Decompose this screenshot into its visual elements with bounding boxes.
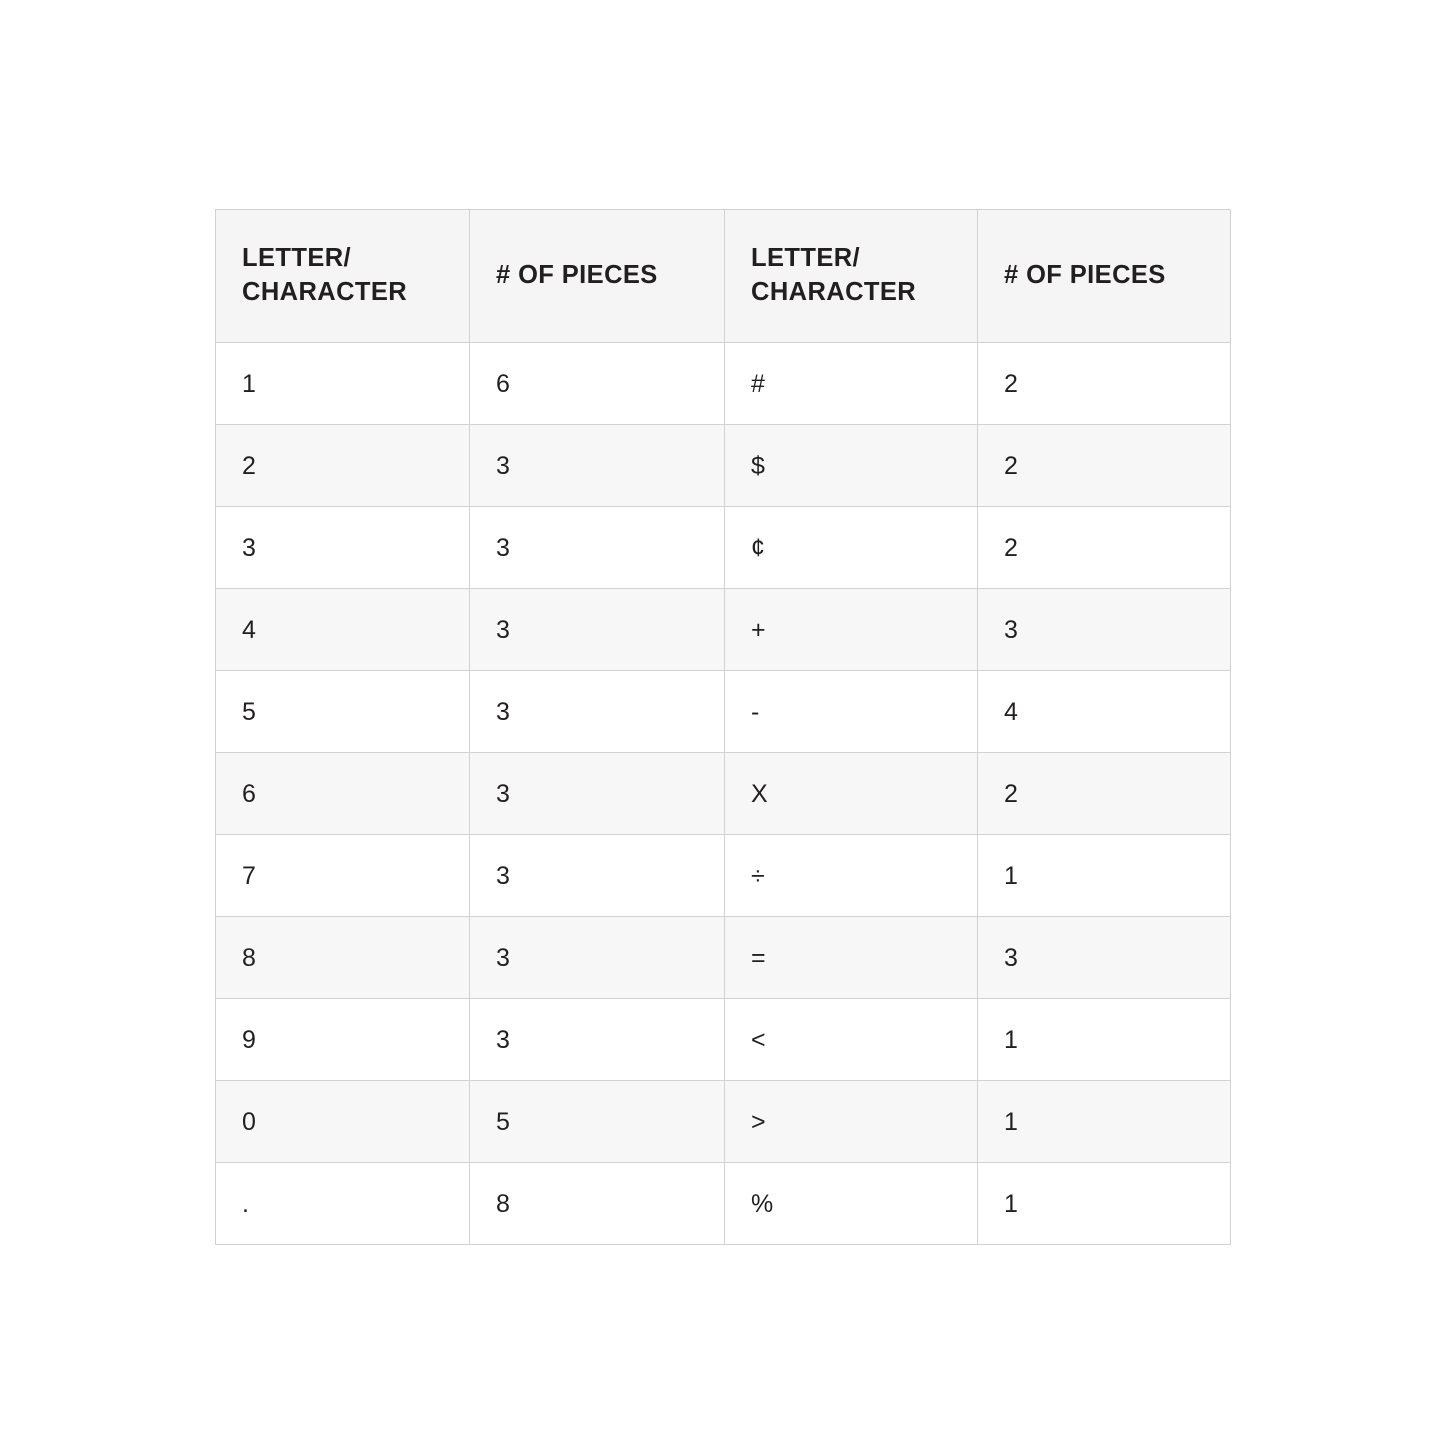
- cell-letter-character-2: #: [725, 343, 978, 425]
- cell-letter-character-2: -: [725, 671, 978, 753]
- cell-letter-character-2: +: [725, 589, 978, 671]
- cell-letter-character-2: ÷: [725, 835, 978, 917]
- cell-letter-character-2: >: [725, 1081, 978, 1163]
- cell-letter-character-1: 3: [216, 507, 470, 589]
- column-header-line: CHARACTER: [242, 278, 408, 306]
- cell-letter-character-2: $: [725, 425, 978, 507]
- column-header-line: CHARACTER: [751, 278, 917, 306]
- column-header-pieces-1: [470, 210, 725, 343]
- table-row: [216, 1163, 1231, 1245]
- table-row: [216, 753, 1231, 835]
- cell-letter-character-2: %: [725, 1163, 978, 1245]
- table-row: [216, 589, 1231, 671]
- cell-letter-character-1: 9: [216, 999, 470, 1081]
- character-piece-count-table-wrapper: [215, 209, 1230, 1245]
- column-header-line: # OF PIECES: [1004, 261, 1166, 290]
- table-row: [216, 917, 1231, 999]
- column-header-line: LETTER/: [751, 244, 861, 273]
- cell-pieces-2: 2: [978, 343, 1231, 425]
- table-row: [216, 835, 1231, 917]
- cell-pieces-2: 2: [978, 753, 1231, 835]
- cell-letter-character-1: 7: [216, 835, 470, 917]
- table-row: [216, 671, 1231, 753]
- character-piece-count-table: [215, 209, 1231, 1245]
- cell-letter-character-1: 8: [216, 917, 470, 999]
- cell-letter-character-2: X: [725, 753, 978, 835]
- cell-letter-character-1: 4: [216, 589, 470, 671]
- cell-letter-character-2: =: [725, 917, 978, 999]
- cell-pieces-2: 4: [978, 671, 1231, 753]
- cell-pieces-1: 8: [470, 1163, 725, 1245]
- cell-pieces-1: 3: [470, 753, 725, 835]
- cell-letter-character-1: 5: [216, 671, 470, 753]
- cell-pieces-1: 3: [470, 589, 725, 671]
- column-header-line: LETTER/: [242, 244, 352, 273]
- cell-pieces-1: 3: [470, 835, 725, 917]
- cell-letter-character-1: 0: [216, 1081, 470, 1163]
- cell-pieces-1: 3: [470, 425, 725, 507]
- column-header-letter-character-1: [216, 210, 470, 343]
- cell-pieces-2: 1: [978, 835, 1231, 917]
- cell-letter-character-1: 2: [216, 425, 470, 507]
- cell-letter-character-1: 1: [216, 343, 470, 425]
- cell-pieces-2: 1: [978, 999, 1231, 1081]
- cell-pieces-1: 3: [470, 507, 725, 589]
- table-header-row: [216, 210, 1231, 343]
- cell-pieces-1: 3: [470, 999, 725, 1081]
- table-body: [216, 343, 1231, 1245]
- cell-letter-character-2: <: [725, 999, 978, 1081]
- cell-pieces-2: 1: [978, 1163, 1231, 1245]
- cell-letter-character-1: 6: [216, 753, 470, 835]
- cell-pieces-2: 3: [978, 917, 1231, 999]
- cell-pieces-1: 6: [470, 343, 725, 425]
- column-header-line: # OF PIECES: [496, 261, 658, 290]
- table-row: [216, 1081, 1231, 1163]
- cell-pieces-1: 3: [470, 671, 725, 753]
- table-row: [216, 999, 1231, 1081]
- cell-letter-character-2: ¢: [725, 507, 978, 589]
- table-row: [216, 507, 1231, 589]
- cell-pieces-2: 3: [978, 589, 1231, 671]
- cell-pieces-1: 3: [470, 917, 725, 999]
- cell-pieces-2: 2: [978, 507, 1231, 589]
- table-header: [216, 210, 1231, 343]
- cell-pieces-2: 1: [978, 1081, 1231, 1163]
- cell-pieces-2: 2: [978, 425, 1231, 507]
- table-row: [216, 343, 1231, 425]
- table-row: [216, 425, 1231, 507]
- column-header-letter-character-2: [725, 210, 978, 343]
- cell-pieces-1: 5: [470, 1081, 725, 1163]
- column-header-pieces-2: [978, 210, 1231, 343]
- cell-letter-character-1: .: [216, 1163, 470, 1245]
